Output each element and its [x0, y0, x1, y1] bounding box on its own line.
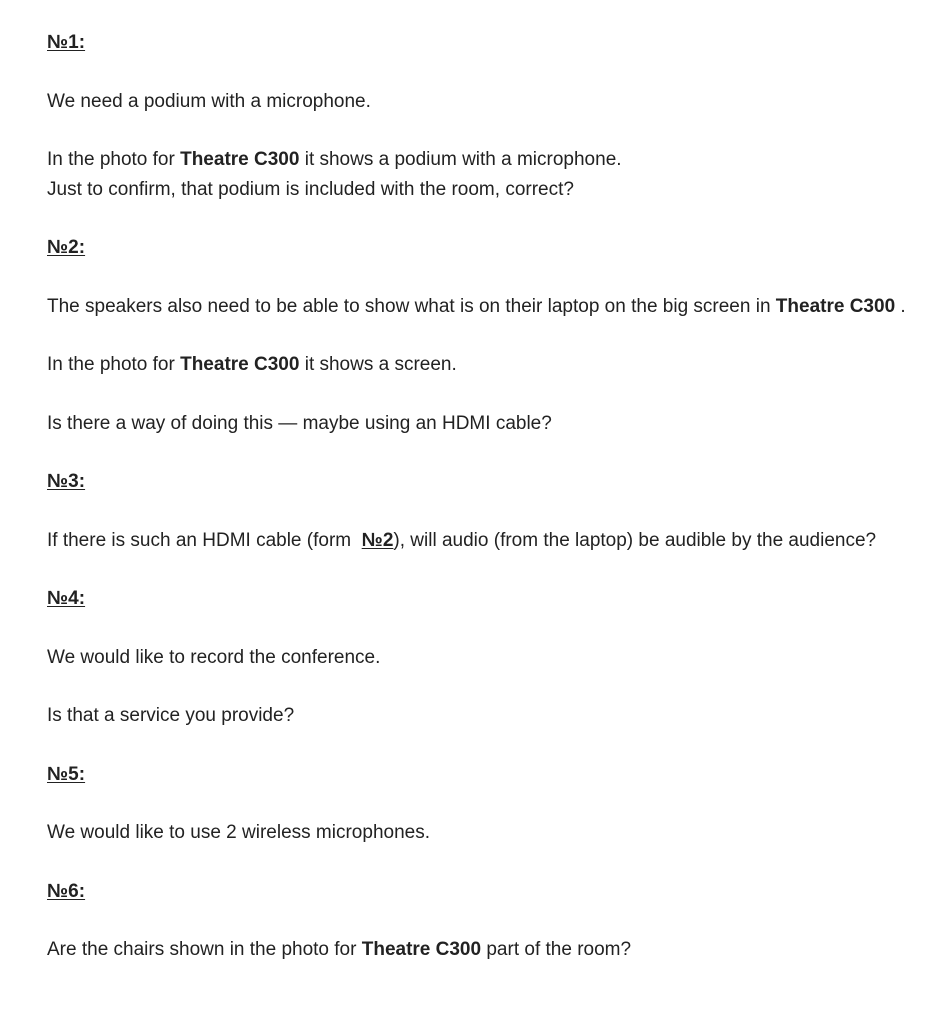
section-1-heading: №1: [47, 32, 86, 53]
section-5-heading: №5: [47, 764, 86, 785]
text: ), will audio (from the laptop) be audible by the audience? [393, 530, 877, 551]
section-6-heading: №6: [47, 881, 86, 902]
text: part of the room? [481, 939, 632, 960]
text: If there is such an HDMI cable (form [47, 530, 362, 551]
room-name: Theatre C300 [775, 296, 896, 317]
section-reference: №2 [361, 530, 394, 551]
section-3-heading: №3: [47, 471, 86, 492]
section-1-paragraph-1: We need a podium with a microphone. [47, 91, 371, 112]
section-4-paragraph-2: Is that a service you provide? [47, 705, 295, 726]
text: it shows a podium with a microphone. [299, 149, 622, 170]
room-name: Theatre C300 [180, 149, 300, 170]
section-2-paragraph-2 [47, 354, 457, 376]
section-5-paragraph-1: We would like to use 2 wireless microphones. [47, 822, 430, 843]
section-2-paragraph-1 [47, 296, 906, 318]
text: . [895, 296, 906, 317]
text: In the photo for [47, 354, 181, 375]
section-6-paragraph-1 [47, 939, 631, 961]
section-2-heading: №2: [47, 237, 86, 258]
room-name: Theatre C300 [180, 354, 300, 375]
section-1-paragraph-2 [47, 149, 622, 171]
text: In the photo for [47, 149, 181, 170]
room-name: Theatre C300 [361, 939, 482, 960]
section-4-heading: №4: [47, 588, 86, 609]
section-1-paragraph-3: Just to confirm, that podium is included with the room, correct? [47, 179, 574, 200]
text: The speakers also need to be able to show what is on their laptop on the big screen in [47, 296, 776, 317]
text: Are the chairs shown in the photo for [47, 939, 362, 960]
section-3-paragraph-1 [47, 530, 876, 552]
section-2-paragraph-3: Is there a way of doing this — maybe using an HDMI cable? [47, 413, 552, 434]
text: it shows a screen. [299, 354, 457, 375]
section-4-paragraph-1: We would like to record the conference. [47, 647, 381, 668]
